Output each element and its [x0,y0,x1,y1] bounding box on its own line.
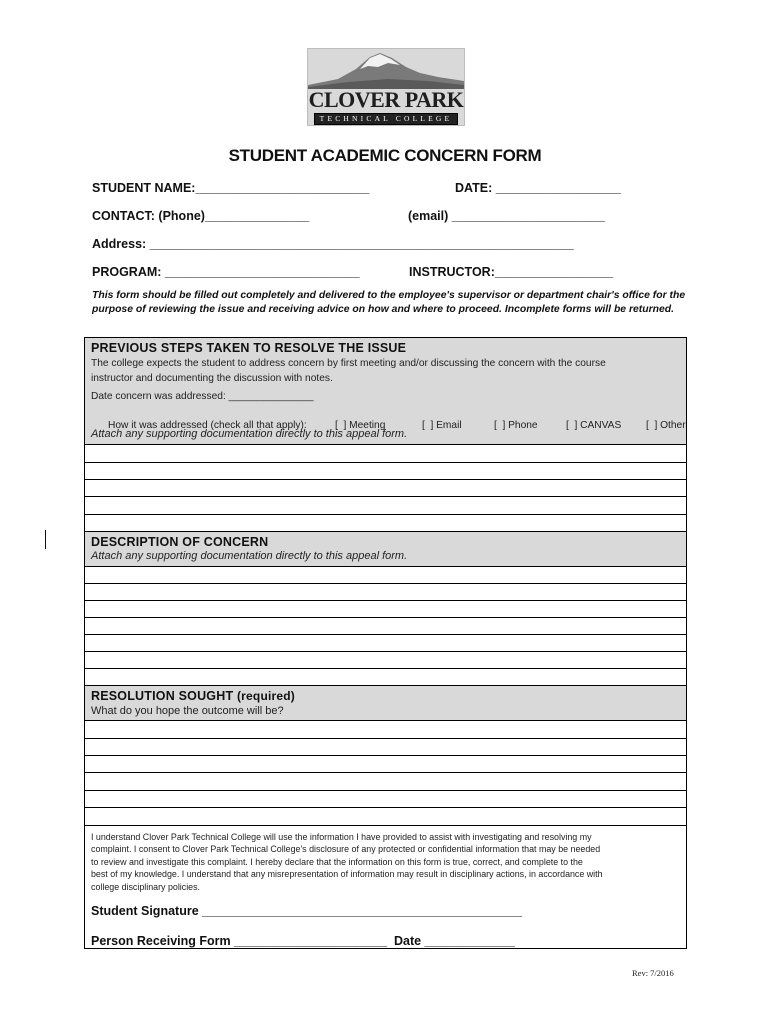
writing-line[interactable] [85,738,686,739]
option-email-checkbox[interactable]: [ ] Email [421,420,462,431]
option-meeting-checkbox[interactable]: [ ] Meeting [334,420,386,431]
resolution-section [85,685,686,721]
email-field[interactable]: (email) ______________________ [408,209,605,223]
previous-steps-attach-note: Attach any supporting documentation directly to this appeal form. [91,428,408,440]
previous-steps-text-2: instructor and documenting the discussion with notes. [91,373,333,384]
writing-line[interactable] [85,807,686,808]
previous-steps-heading: PREVIOUS STEPS TAKEN TO RESOLVE THE ISSUE [91,341,407,355]
logo-name: CLOVER PARK [308,87,464,112]
description-attach-note: Attach any supporting documentation directly to this appeal form. [91,550,408,562]
previous-steps-text-1: The college expects the student to address concern by first meeting and/or discussing the concern with the course [91,358,606,369]
consent-line: best of my knowledge. I understand that any misrepresentation of information may result in disciplinary actions, in accordance with [91,869,603,880]
consent-line: I understand Clover Park Technical College will use the information I have provided to assist with investigating and resolving my [91,832,592,842]
writing-line[interactable] [85,755,686,756]
writing-line[interactable] [85,668,686,669]
option-other-checkbox[interactable]: [ ] Other [645,420,686,431]
writing-line[interactable] [85,462,686,463]
writing-line[interactable] [85,617,686,618]
text-cursor [45,530,46,549]
form-title: STUDENT ACADEMIC CONCERN FORM [228,146,542,165]
consent-line: complaint. I consent to Clover Park Technical College's disclosure of any protected or confidential information that may be needed [91,844,601,855]
form-notice: This form should be filled out completely and delivered to the employee's supervisor or department chair's office for the purpose of reviewing the issue and receiving advice on how and where to proceed. Incomplete forms will be returned. [92,290,686,315]
resolution-question: What do you hope the outcome will be? [91,705,284,717]
mountain-icon [308,49,464,89]
writing-line[interactable] [85,634,686,635]
contact-phone-field[interactable]: CONTACT: (Phone)_______________ [92,209,310,223]
address-field[interactable]: Address: _____________________________________________________________ [92,237,574,251]
consent-statement [91,831,681,893]
consent-line: college disciplinary policies. [91,881,201,892]
description-heading: DESCRIPTION OF CONCERN [91,535,269,549]
resolution-heading [91,689,295,703]
writing-line[interactable] [85,583,686,584]
option-phone-checkbox[interactable]: [ ] Phone [493,420,538,431]
writing-line[interactable] [85,651,686,652]
clover-park-logo [307,48,465,126]
writing-line[interactable] [85,600,686,601]
revision-date: Rev: 7/2016 [632,968,674,978]
previous-steps-section [85,338,686,445]
writing-line[interactable] [85,479,686,480]
description-section [85,531,686,567]
writing-line[interactable] [85,772,686,773]
program-field[interactable]: PROGRAM: ____________________________ [92,265,360,279]
writing-line[interactable] [85,514,686,515]
how-addressed-label: How it was addressed (check all that apply): [107,420,307,431]
resolution-heading-text: RESOLUTION SOUGHT [91,689,234,703]
logo-subtitle: TECHNICAL COLLEGE [314,113,458,125]
writing-line[interactable] [85,790,686,791]
consent-divider [85,825,686,826]
student-signature-field[interactable]: Student Signature ______________________________________________ [91,904,522,918]
consent-line: to review and investigate this complaint. I hereby declare that the information on this form is true, correct, and complete to the [91,856,583,867]
person-receiving-field[interactable]: Person Receiving Form ______________________ Date _____________ [91,934,515,948]
date-addressed-field[interactable]: Date concern was addressed: _______________ [91,391,314,402]
student-name-field[interactable]: STUDENT NAME:_________________________ [92,181,370,195]
writing-line[interactable] [85,496,686,497]
option-canvas-checkbox[interactable]: [ ] CANVAS [565,420,622,431]
form-box [84,337,687,949]
date-field[interactable]: DATE: __________________ [455,181,621,195]
required-label: (required) [236,689,295,703]
instructor-field[interactable]: INSTRUCTOR:_________________ [409,265,614,279]
